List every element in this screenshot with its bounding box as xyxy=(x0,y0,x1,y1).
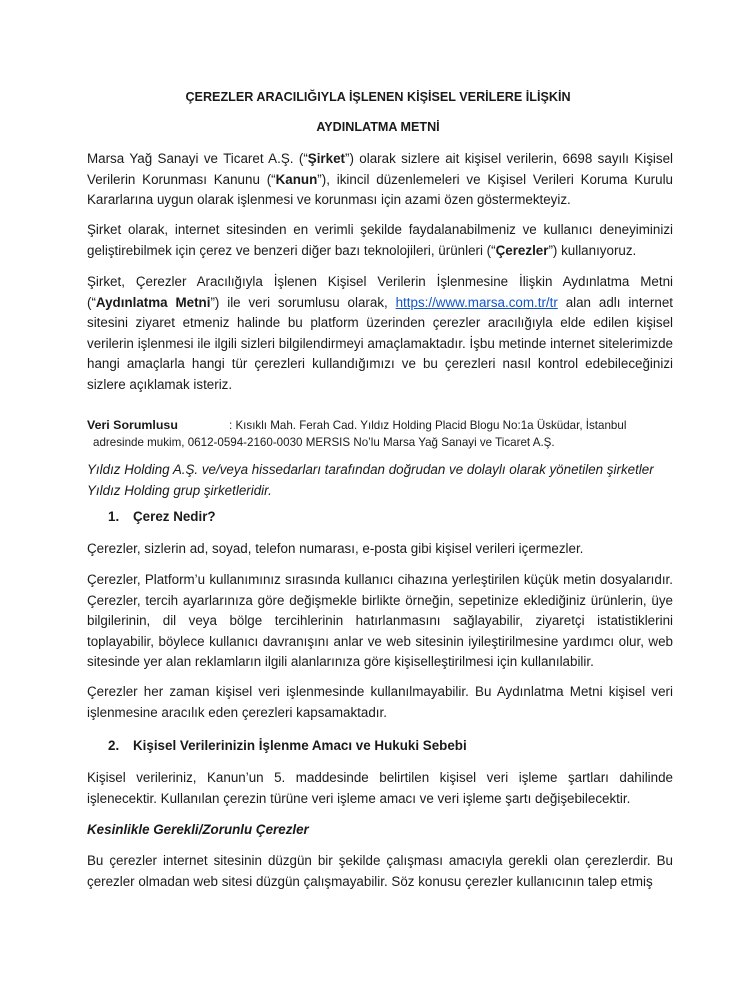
document-title-line-1: ÇEREZLER ARACILIĞIYLA İŞLENEN KİŞİSEL VERİLERE İLİŞKİN xyxy=(185,90,571,104)
p1-text-d: ”), ikincil düzenlemeleri ve Kişisel Verileri Koruma Kurulu Kararlarına uygun olarak işlenmesi ve korunması için azami özen göstermekteyiz. xyxy=(87,171,673,207)
section-1-paragraph-3: Çerezler her zaman kişisel veri işlenmesinde kullanılmayabilir. Bu Aydınlatma Metni kişisel veri işlenmesine aracılık eden çerezleri kapsamaktadır. xyxy=(87,684,673,720)
p1-bold-sirket: Şirket xyxy=(307,151,345,166)
data-controller-address: : Kısıklı Mah. Ferah Cad. Yıldız Holding Placid Blogu No:1a Üsküdar, İstanbul xyxy=(229,419,627,432)
p3-bold-aydinlatma: Aydınlatma Metni xyxy=(95,294,211,310)
section-2-paragraph-1: Kişisel verileriniz, Kanun’un 5. maddesinde belirtilen kişisel veri işleme şartları dahilinde işlenecektir. Kullanılan çerezin türüne veri işleme amacı ve veri işleme şartı değişebilecektir. xyxy=(87,770,673,806)
section-1-paragraph-1: Çerezler, sizlerin ad, soyad, telefon numarası, e-posta gibi kişisel verileri içermezler. xyxy=(87,541,584,556)
p1-text-c: ”) olarak sizlere ait kişisel verilerin, 6698 sayılı Kişisel Verilerin Korunması Kanunu (“ xyxy=(87,151,673,187)
intro-paragraph-1 xyxy=(87,149,673,211)
section-2-paragraph-2: Bu çerezler internet sitesinin düzgün bir şekilde çalışması amacıyla gerekli olan çerezlerdir. Bu çerezler olmadan web sitesi düzgün çalışmayabilir. Söz konusu çerezler kullanıcının talep etmiş xyxy=(87,853,673,889)
p2-text-a: Şirket olarak, internet sitesinden en verimli şekilde faydalanabilmeniz ve kullanıcı deneyiminizi geliştirebilmek için çerez ve benzeri diğer bazı teknolojileri, ürünleri (“ xyxy=(87,222,673,258)
document-title-line-2: AYDINLATMA METNİ xyxy=(316,120,440,134)
data-controller-line-2: adresinde mukim, 0612-0594-2160-0030 MERSIS No’lu Marsa Yağ Sanayi ve Ticaret A.Ş. xyxy=(93,436,555,449)
section-2-number: 2. xyxy=(108,738,120,753)
p3-text-c: ”) ile veri sorumlusu olarak, xyxy=(210,294,396,310)
data-controller-block xyxy=(87,417,687,451)
intro-paragraph-3 xyxy=(87,272,673,395)
p2-text-c: ”) kullanıyoruz. xyxy=(548,242,637,258)
p3-text-d: alan adlı internet sitesini ziyaret etmeniz halinde bu platform üzerinden çerezler aracılığıyla elde edilen kişisel verilerin işlenmesi ile ilgili sizleri bilgilendirmeyi amaçlamaktadır. İşbu metinde internet sitelerimizde hangi amaçlarla hangi tür çerezleri kullandığımızı ve bu çerezleri nasıl kontrol edebileceğinizi sizlere açıklamak isteriz. xyxy=(87,294,673,392)
p1-bold-kanun: Kanun xyxy=(275,171,318,187)
p1-text-a: Marsa Yağ Sanayi ve Ticaret A.Ş. (“ xyxy=(87,151,308,166)
section-1-number: 1. xyxy=(108,509,120,524)
subheading-necessary-cookies: Kesinlikle Gerekli/Zorunlu Çerezler xyxy=(87,822,309,837)
intro-paragraph-2 xyxy=(87,220,673,261)
italic-note: Yıldız Holding A.Ş. ve/veya hissedarları tarafından doğrudan ve dolaylı olarak yönetilen şirketler Yıldız Holding grup şirketleridir. xyxy=(87,462,654,498)
data-controller-label: Veri Sorumlusu xyxy=(87,418,178,432)
section-1-paragraph-2: Çerezler, Platform’u kullanımınız sırasında kullanıcı cihazına yerleştirilen küçük metin dosyalarıdır. Çerezler, tercih ayarlarınıza göre değişmekle birlikte örneğin, sepetinize eklediğiniz ürünlerin, üye bilgilerinin, dil veya bölge tercihlerinin hatırlanmasını sağlayabilir, ziyaretçi istatistiklerini toplayabilir, böylece kullanıcı davranışını anlar ve web sitesinin iyileştirilmesine yardımcı olur, web sitesinde yer alan reklamların ilgili alanlarınıza göre kişiselleştirilmesi için kullanılabilir. xyxy=(87,572,673,669)
p2-bold-cerezler: Çerezler xyxy=(495,242,549,258)
website-link[interactable]: https://www.marsa.com.tr/tr xyxy=(395,294,558,310)
p3-text-a: Şirket, Çerezler Aracılığıyla İşlenen Kişisel Verilerin İşlenmesine İlişkin Aydınlatma Metni (“ xyxy=(87,274,673,310)
data-controller-line-1 xyxy=(87,417,687,434)
section-1-heading: Çerez Nedir? xyxy=(133,509,216,524)
section-2-heading: Kişisel Verilerinizin İşlenme Amacı ve Hukuki Sebebi xyxy=(133,738,467,753)
